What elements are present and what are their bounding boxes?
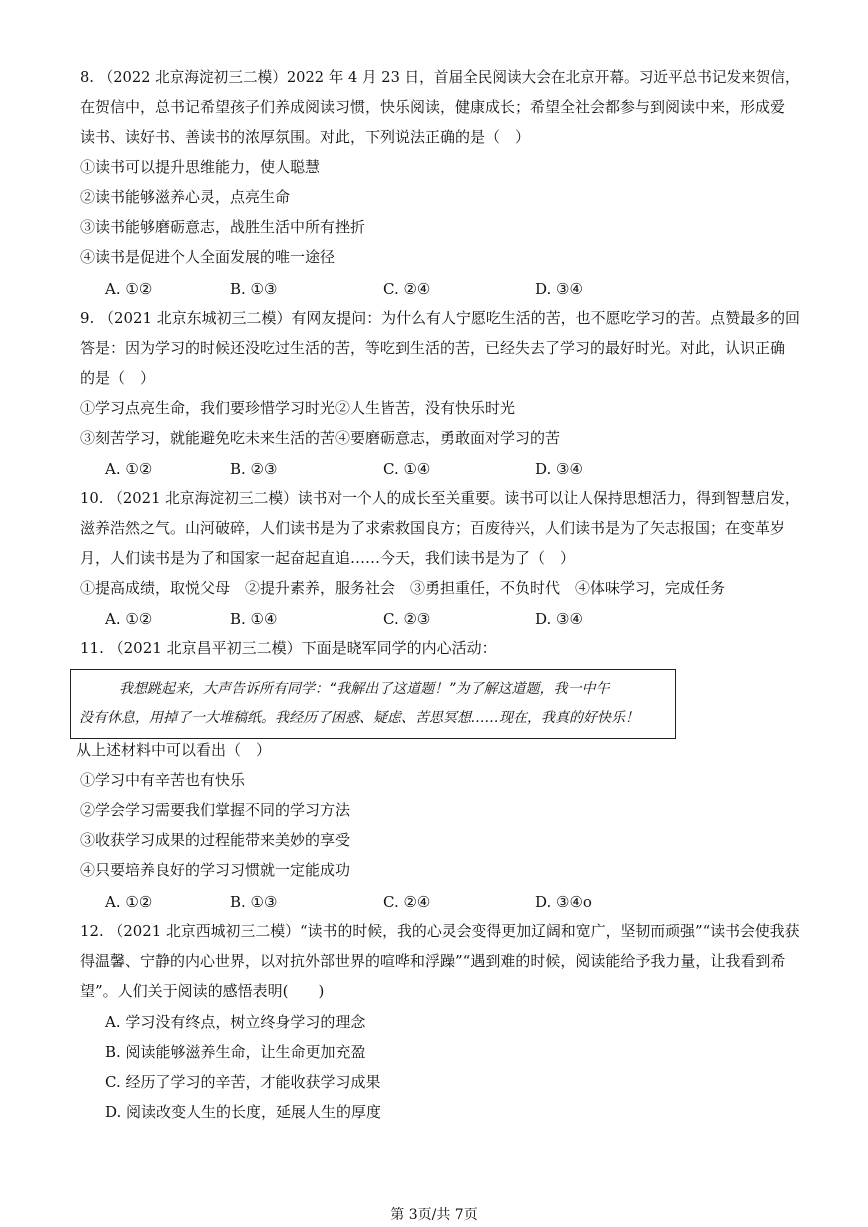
question-11-material-box xyxy=(70,669,676,739)
question-9-statement-1: ①学习点亮生命，我们要珍惜学习时光②人生皆苦，没有快乐时光 xyxy=(80,399,516,417)
question-8-option-a[interactable]: A. ①② xyxy=(105,280,153,298)
question-11-statement-4: ④只要培养良好的学习习惯就一定能成功 xyxy=(80,861,351,879)
question-10-stem-line-2: 滋养浩然之气。山河破碎，人们读书是为了求索救国良方；百废待兴，人们读书是为了矢志报国；在变革岁 xyxy=(80,519,786,537)
question-9-option-a[interactable]: A. ①② xyxy=(105,460,153,478)
question-8-option-d[interactable]: D. ③④ xyxy=(535,280,583,298)
question-11-stem-line-1: 11. （2021 北京昌平初三二模）下面是晓军同学的内心活动： xyxy=(80,639,497,657)
question-8-option-c[interactable]: C. ②④ xyxy=(383,280,431,298)
question-10-options xyxy=(105,609,805,629)
question-11-statement-3: ③收获学习成果的过程能带来美妙的享受 xyxy=(80,831,351,849)
question-11-prompt: 从上述材料中可以看出（ ） xyxy=(76,741,272,759)
question-10-option-b[interactable]: B. ①④ xyxy=(230,610,278,628)
question-11-statement-2: ②学会学习需要我们掌握不同的学习方法 xyxy=(80,801,351,819)
question-12-stem-line-1: 12. （2021 北京西城初三二模）“读书的时候，我的心灵会变得更加辽阔和宽广，坚韧而顽强”“读书会使我获 xyxy=(80,922,800,940)
question-10-statements: ①提高成绩，取悦父母 ②提升素养，服务社会 ③勇担重任，不负时代 ④体味学习，完成任务 xyxy=(80,579,726,597)
question-12-option-d[interactable]: D. 阅读改变人生的长度，延展人生的厚度 xyxy=(105,1103,382,1121)
question-12-option-a[interactable]: A. 学习没有终点，树立终身学习的理念 xyxy=(105,1013,366,1031)
question-11-material-line-2: 没有休息，用掉了一大堆稿纸。我经历了困惑、疑虑、苦思冥想……现在，我真的好快乐！ xyxy=(79,710,639,726)
question-11-option-a[interactable]: A. ①② xyxy=(105,893,153,911)
question-8-statement-1: ①读书可以提升思维能力，使人聪慧 xyxy=(80,158,321,176)
question-10-option-d[interactable]: D. ③④ xyxy=(535,610,583,628)
question-10-stem-line-1: 10. （2021 北京海淀初三二模）读书对一个人的成长至关重要。读书可以让人保持思想活力，得到智慧启发， xyxy=(80,489,800,507)
question-11-option-b[interactable]: B. ①③ xyxy=(230,893,278,911)
question-12-stem-line-3: 望”。人们关于阅读的感悟表明( ) xyxy=(80,982,325,1000)
question-9-stem-line-3: 的是（ ） xyxy=(80,369,156,387)
question-8-options xyxy=(105,279,805,299)
question-9-option-d[interactable]: D. ③④ xyxy=(535,460,583,478)
question-8-stem-line-2: 在贺信中，总书记希望孩子们养成阅读习惯，快乐阅读，健康成长；希望全社会都参与到阅读中来，形成爱 xyxy=(80,98,786,116)
question-10-option-c[interactable]: C. ②③ xyxy=(383,610,431,628)
question-9-option-c[interactable]: C. ①④ xyxy=(383,460,431,478)
question-11-options xyxy=(105,892,805,912)
question-11-option-c[interactable]: C. ②④ xyxy=(383,893,431,911)
question-8-statement-2: ②读书能够滋养心灵，点亮生命 xyxy=(80,188,291,206)
question-12-stem-line-2: 得温馨、宁静的内心世界，以对抗外部世界的喧哗和浮躁”“遇到难的时候，阅读能给予我力量，让我看到希 xyxy=(80,952,786,970)
question-10-stem-line-3: 月，人们读书是为了和国家一起奋起直追……今天，我们读书是为了（ ） xyxy=(80,549,576,567)
question-9-stem-line-1: 9. （2021 北京东城初三二模）有网友提问：为什么有人宁愿吃生活的苦，也不愿吃学习的苦。点赞最多的回 xyxy=(80,309,801,327)
question-10-option-a[interactable]: A. ①② xyxy=(105,610,153,628)
question-9-statement-2: ③刻苦学习，就能避免吃未来生活的苦④要磨砺意志，勇敢面对学习的苦 xyxy=(80,429,561,447)
question-12-option-c[interactable]: C. 经历了学习的辛苦，才能收获学习成果 xyxy=(105,1073,381,1091)
question-9-option-b[interactable]: B. ②③ xyxy=(230,460,278,478)
question-12-option-b[interactable]: B. 阅读能够滋养生命，让生命更加充盈 xyxy=(105,1043,366,1061)
question-8-stem-line-1: 8. （2022 北京海淀初三二模）2022 年 4 月 23 日，首届全民阅读大会在北京开幕。习近平总书记发来贺信， xyxy=(80,68,800,86)
page-footer: 第 3页/共 7页 xyxy=(390,1207,478,1223)
question-8-option-b[interactable]: B. ①③ xyxy=(230,280,278,298)
question-11-statement-1: ①学习中有辛苦也有快乐 xyxy=(80,771,246,789)
question-8-statement-4: ④读书是促进个人全面发展的唯一途径 xyxy=(80,248,336,266)
question-11-option-d[interactable]: D. ③④o xyxy=(535,893,592,911)
question-9-options xyxy=(105,459,805,479)
question-9-stem-line-2: 答是：因为学习的时候还没吃过生活的苦，等吃到生活的苦，已经失去了学习的最好时光。对此，认识正确 xyxy=(80,339,786,357)
question-8-stem-line-3: 读书、读好书、善读书的浓厚氛围。对此，下列说法正确的是（ ） xyxy=(80,128,531,146)
question-11-material-line-1: 我想跳起来，大声告诉所有同学：“我解出了这道题！”为了解这道题，我一中午 xyxy=(119,681,610,697)
question-8-statement-3: ③读书能够磨砺意志，战胜生活中所有挫折 xyxy=(80,218,366,236)
